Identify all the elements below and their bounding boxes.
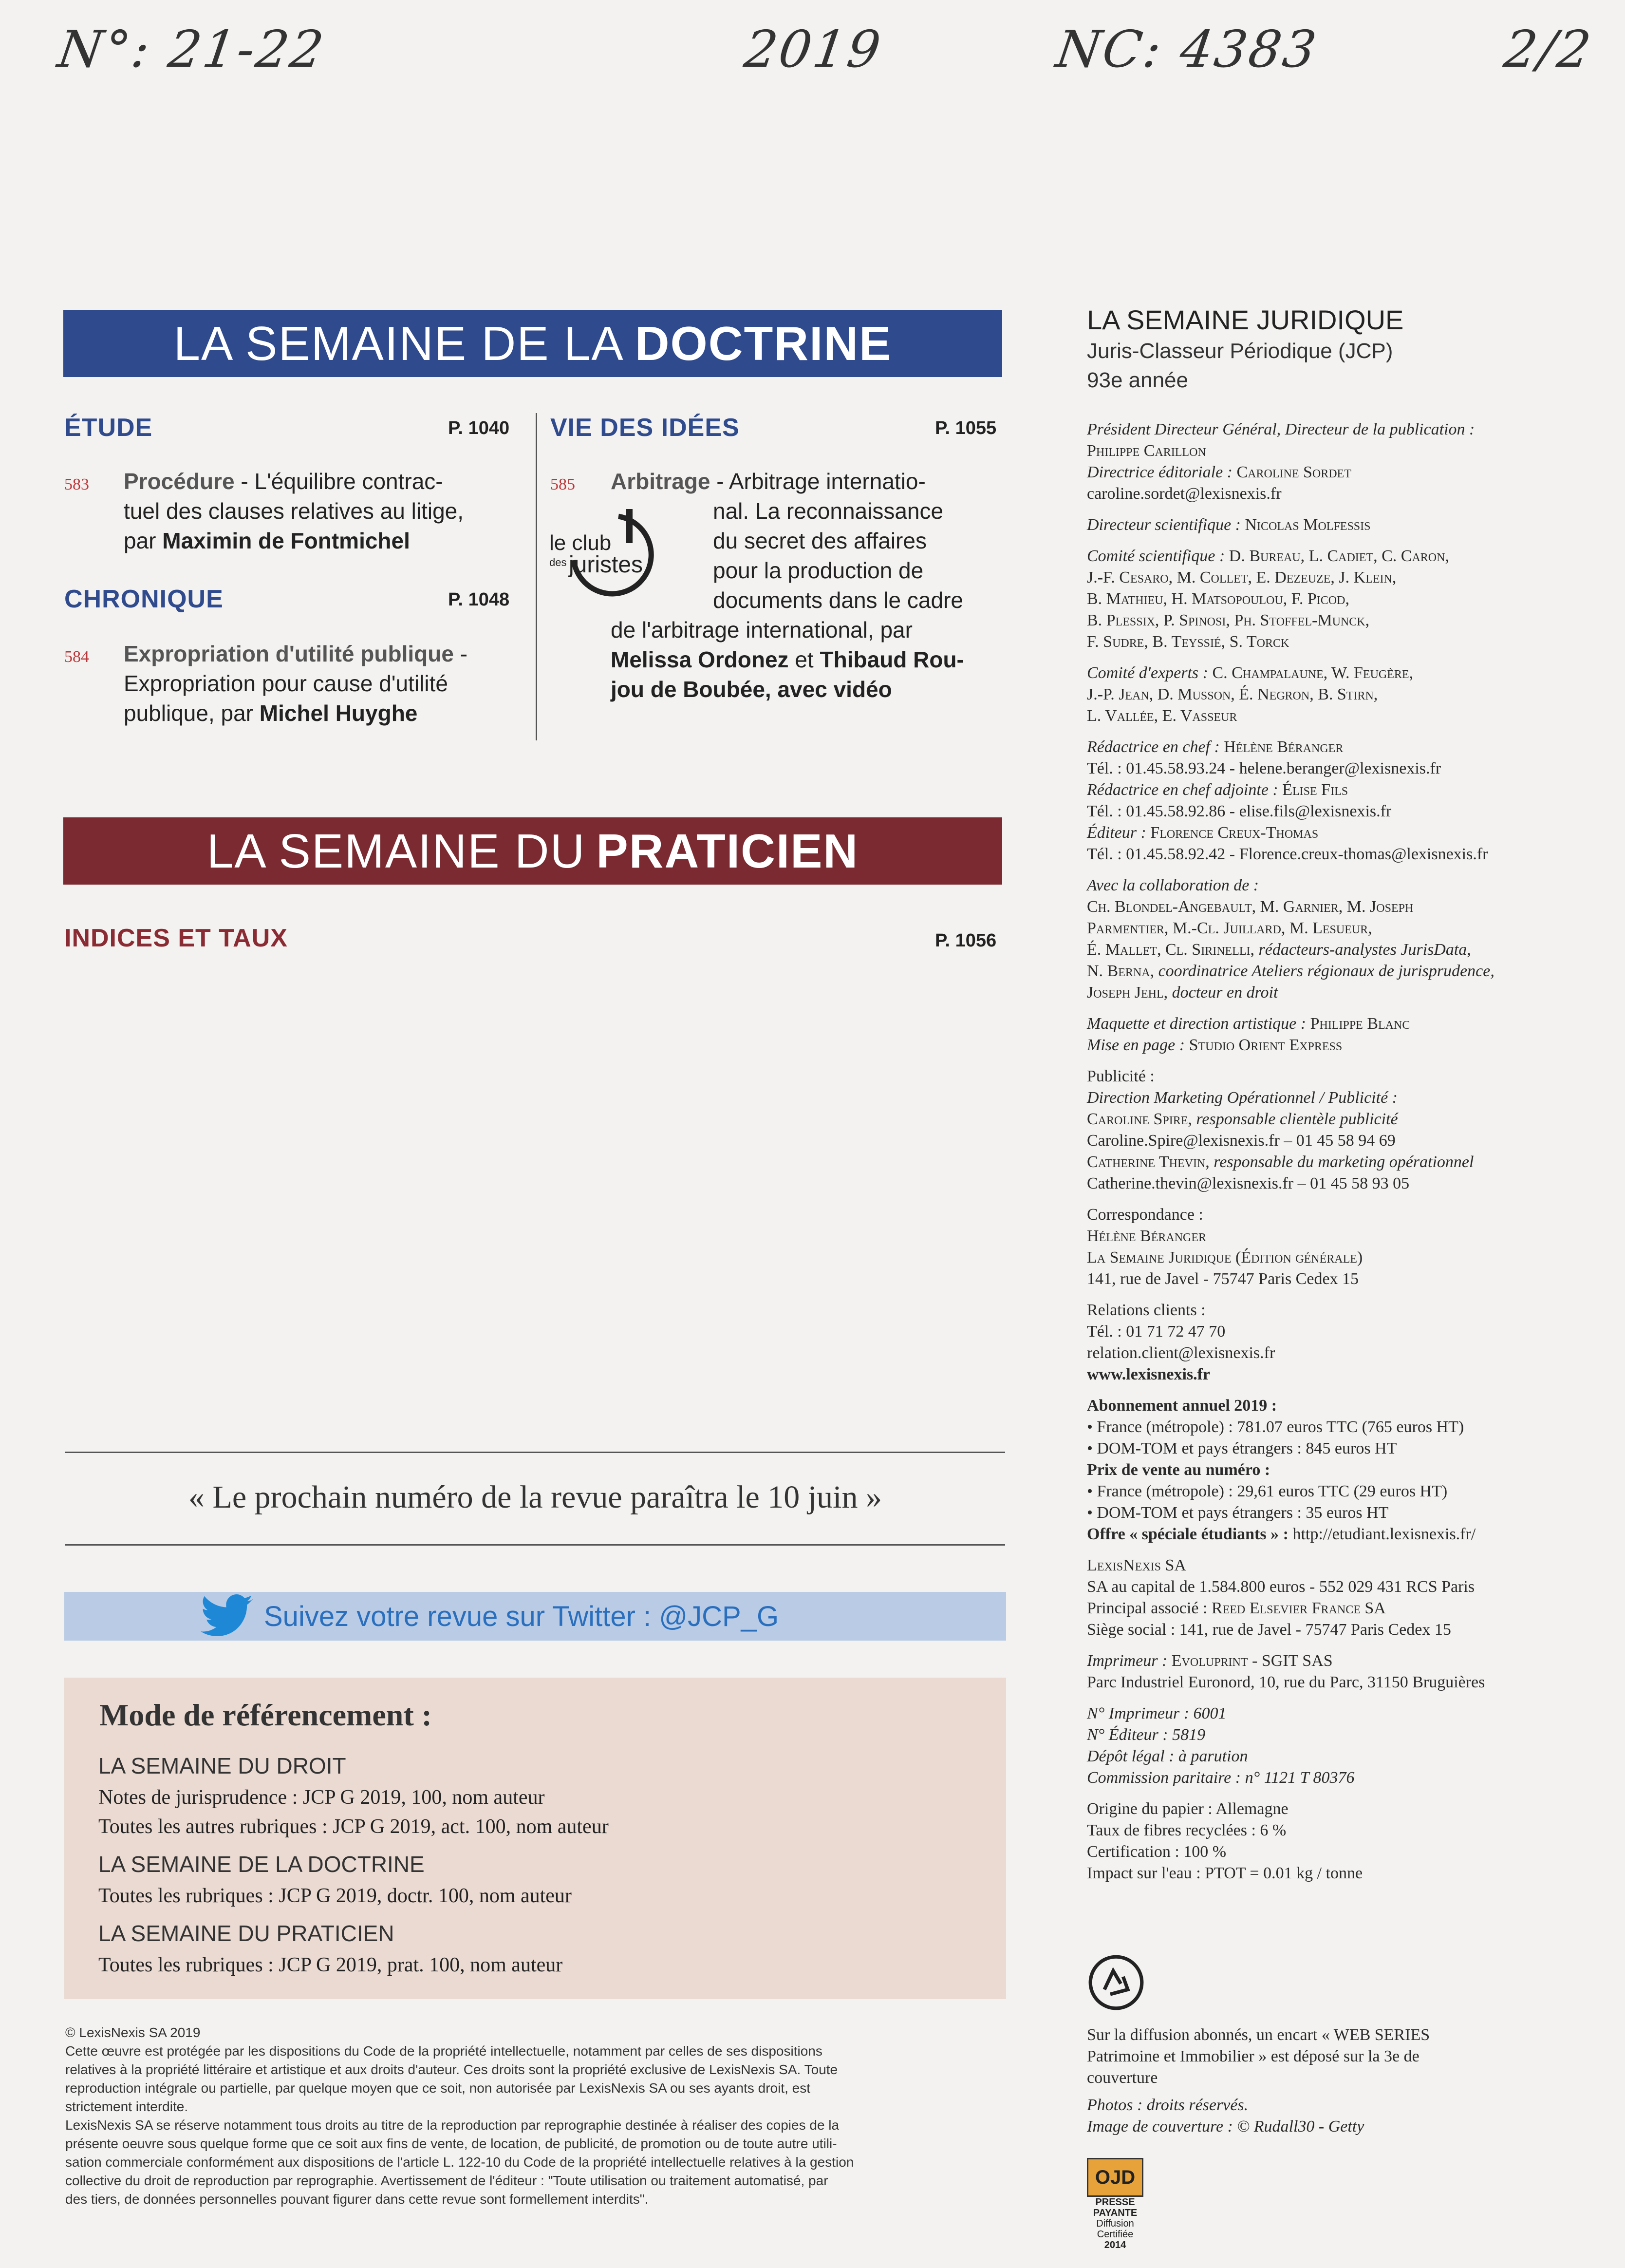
column-divider xyxy=(536,413,537,740)
chronique-author: Michel Huyghe xyxy=(259,700,418,726)
masthead-line: B. Plessix, P. Spinosi, Ph. Stoffel-Munck, xyxy=(1087,611,1370,629)
masthead-line: Certification : 100 % xyxy=(1087,1843,1227,1861)
recycling-icon xyxy=(1087,1953,1145,2012)
masthead-line: Mise en page : Studio Orient Express xyxy=(1087,1036,1343,1054)
next-issue-notice: « Le prochain numéro de la revue paraîtra le 10 juin » xyxy=(188,1479,882,1515)
vie-heading: VIE DES IDÉES xyxy=(550,414,740,442)
masthead-line: • France (métropole) : 29,61 euros TTC (29 euros HT) xyxy=(1087,1482,1448,1500)
masthead-line: La Semaine Juridique (Édition générale) xyxy=(1087,1248,1363,1266)
masthead-gap xyxy=(1087,1641,1574,1650)
praticien-banner-bold: PRATICIEN xyxy=(596,824,859,878)
vie-category: Arbitrage xyxy=(611,469,710,494)
masthead-title: LA SEMAINE JURIDIQUE xyxy=(1087,304,1404,335)
masthead-line: caroline.sordet@lexisnexis.fr xyxy=(1087,485,1282,503)
masthead-line: Catherine Thevin, responsable du marketing opérationnel xyxy=(1087,1153,1474,1171)
vie-author-1: Melissa Ordonez xyxy=(611,647,789,672)
masthead-line: • France (métropole) : 781.07 euros TTC (765 euros HT) xyxy=(1087,1418,1464,1436)
masthead-line: Origine du papier : Allemagne xyxy=(1087,1800,1289,1818)
masthead-line: Offre « spéciale étudiants » : http://etudiant.lexisnexis.fr/ xyxy=(1087,1525,1476,1543)
etude-category: Procédure xyxy=(124,469,235,494)
praticien-banner-light: LA SEMAINE DU xyxy=(206,824,586,878)
handwritten-issue-number: N°: 21-22 xyxy=(54,19,329,79)
masthead-line: Taux de fibres recyclées : 6 % xyxy=(1087,1821,1287,1839)
masthead-line: Prix de vente au numéro : xyxy=(1087,1461,1270,1479)
chronique-heading: CHRONIQUE xyxy=(64,585,224,613)
referencing-doctrine-rubriques: Toutes les rubriques : JCP G 2019, doctr. 100, nom auteur xyxy=(98,1885,572,1907)
referencing-praticien: LA SEMAINE DU PRATICIEN xyxy=(98,1921,394,1946)
diffusion-note: Sur la diffusion abonnés, un encart « WEB SERIES Patrimoine et Immobilier » est déposé sur la 3e de couverture xyxy=(1087,2026,1430,2087)
doctrine-banner-bold: DOCTRINE xyxy=(635,316,892,370)
masthead-line: Caroline.Spire@lexisnexis.fr – 01 45 58 94 69 xyxy=(1087,1132,1396,1150)
masthead-line: Rédactrice en chef : Hélène Béranger xyxy=(1087,738,1344,756)
masthead-line: Parmentier, M.-Cl. Juillard, M. Lesueur, xyxy=(1087,919,1372,937)
doctrine-banner xyxy=(63,310,1002,377)
masthead-line: N° Imprimeur : 6001 xyxy=(1087,1704,1227,1722)
masthead-line: Avec la collaboration de : xyxy=(1087,876,1259,894)
masthead-line: Tél. : 01.45.58.92.86 - elise.fils@lexisnexis.fr xyxy=(1087,802,1392,820)
photos-credit: Photos : droits réservés. xyxy=(1087,2096,1249,2114)
masthead-line: Abonnement annuel 2019 : xyxy=(1087,1397,1277,1415)
masthead-line: Maquette et direction artistique : Philippe Blanc xyxy=(1087,1015,1410,1033)
masthead-line: Joseph Jehl, docteur en droit xyxy=(1087,983,1278,1002)
copyright-notice: © LexisNexis SA 2019 Cette œuvre est protégée par les dispositions du Code de la propriété intellectuelle, notamment par celles de ses dispositions relatives à la propriété littéraire et artistique et aux droits d'auteur. Ces droits sont la propriété exclusive de LexisNexis SA. Toute reproduction intégrale ou partielle, par quelque moyen que ce soit, non autorisée par LexisNexis SA ou ses ayants droit, est strictement interdite. LexisNexis SA se réserve notamment tous droits au titre de la reproduction par reprographie destinée à réaliser des copies de la présente oeuvre sous quelque forme que ce soit aux fins de vente, de location, de publicité, de promotion ou de toute autre utili- sation commerciale conformément aux dispositions de l'article L. 122-10 du Code de la propriété intellectuelle relatives à la gestion collective du droit de reproduction par reprographie. Avertissement de l'éditeur : "Toute utilisation ou traitement automatisé, par des tiers, de données personnelles pouvant figurer dans cette revue sont formellement interdits". xyxy=(65,2025,854,2207)
twitter-text: Suivez votre revue sur Twitter : @JCP_G xyxy=(264,1600,779,1632)
etude-author: Maximin de Fontmichel xyxy=(162,528,410,553)
masthead-line: Comité d'experts : C. Champalaune, W. Feugère, xyxy=(1087,664,1414,682)
handwritten-nc-number: NC: 4383 xyxy=(1052,19,1322,79)
masthead-line: Principal associé : Reed Elsevier France SA xyxy=(1087,1599,1386,1617)
masthead-gap xyxy=(1087,505,1574,514)
ojd-logo: OJD xyxy=(1087,2158,1143,2197)
masthead-line: Comité scientifique : D. Bureau, L. Cadiet, C. Caron, xyxy=(1087,547,1449,565)
masthead-line: Philippe Carillon xyxy=(1087,442,1206,460)
club-logo-des: des xyxy=(549,556,567,568)
masthead-gap xyxy=(1087,1194,1574,1204)
referencing-box xyxy=(64,1678,1006,1999)
masthead-line: Caroline Spire, responsable clientèle publicité xyxy=(1087,1110,1398,1128)
masthead-line: N° Éditeur : 5819 xyxy=(1087,1726,1206,1744)
masthead-line: J.-P. Jean, D. Musson, É. Negron, B. Stirn, xyxy=(1087,685,1378,703)
vie-author-2: Thibaud Rou- xyxy=(820,647,964,672)
masthead-line: Directeur scientifique : Nicolas Molfessis xyxy=(1087,516,1371,534)
masthead-line: Catherine.thevin@lexisnexis.fr – 01 45 58 93 05 xyxy=(1087,1174,1410,1192)
masthead-line: • DOM-TOM et pays étrangers : 35 euros HT xyxy=(1087,1504,1389,1522)
masthead-gap xyxy=(1087,1056,1574,1066)
masthead-line: Dépôt légal : à parution xyxy=(1087,1747,1248,1765)
etude-heading: ÉTUDE xyxy=(64,414,153,442)
masthead-line: É. Mallet, Cl. Sirinelli, rédacteurs-analystes JurisData, xyxy=(1087,941,1471,959)
indices-heading: INDICES ET TAUX xyxy=(64,924,288,952)
masthead-gap xyxy=(1087,1693,1574,1703)
praticien-banner xyxy=(63,817,1002,885)
vie-number: 585 xyxy=(550,475,575,493)
referencing-droit-notes: Notes de jurisprudence : JCP G 2019, 100, nom auteur xyxy=(98,1786,545,1809)
handwritten-part: 2/2 xyxy=(1500,19,1596,79)
masthead-line: Imprimeur : Evoluprint - SGIT SAS xyxy=(1087,1652,1333,1670)
masthead-credits xyxy=(1087,419,1574,1884)
chronique-number: 584 xyxy=(64,648,89,666)
vie-page: P. 1055 xyxy=(935,418,997,438)
cover-credit: Image de couverture : © Rudall30 - Getty xyxy=(1087,2117,1364,2136)
masthead-line: L. Vallée, E. Vasseur xyxy=(1087,707,1237,725)
masthead-gap xyxy=(1087,536,1574,546)
masthead-line: J.-F. Cesaro, M. Collet, E. Dezeuze, J. Klein, xyxy=(1087,568,1397,586)
referencing-praticien-rubriques: Toutes les rubriques : JCP G 2019, prat. 100, nom auteur xyxy=(98,1954,563,1976)
notice-rule-bottom xyxy=(65,1544,1005,1546)
masthead-line: Tél. : 01.45.58.92.42 - Florence.creux-thomas@lexisnexis.fr xyxy=(1087,845,1488,863)
referencing-title: Mode de référencement : xyxy=(99,1698,432,1732)
masthead-line: Hélène Béranger xyxy=(1087,1227,1207,1245)
masthead-line: Siège social : 141, rue de Javel - 75747 Paris Cedex 15 xyxy=(1087,1621,1451,1639)
masthead-subtitle: Juris-Classeur Périodique (JCP) xyxy=(1087,339,1393,363)
ojd-badge: OJD PRESSE PAYANTE Diffusion Certifiée 2014 xyxy=(1087,2158,1143,2255)
twitter-bar[interactable] xyxy=(64,1592,1006,1641)
chronique-page: P. 1048 xyxy=(448,589,510,610)
referencing-droit: LA SEMAINE DU DROIT xyxy=(98,1753,346,1778)
indices-page: P. 1056 xyxy=(935,930,997,951)
masthead-line: Président Directeur Général, Directeur de la publication : xyxy=(1087,420,1475,438)
masthead-line: SA au capital de 1.584.800 euros - 552 029 431 RCS Paris xyxy=(1087,1578,1475,1596)
masthead-line: Direction Marketing Opérationnel / Publicité : xyxy=(1087,1089,1398,1107)
masthead-line: www.lexisnexis.fr xyxy=(1087,1365,1211,1383)
masthead-line: Relations clients : xyxy=(1087,1301,1206,1319)
masthead-line: Tél. : 01 71 72 47 70 xyxy=(1087,1323,1226,1341)
masthead-gap xyxy=(1087,865,1574,875)
masthead-gap xyxy=(1087,1003,1574,1013)
masthead-line: Commission paritaire : n° 1121 T 80376 xyxy=(1087,1769,1355,1787)
etude-article[interactable]: Procédure - L'équilibre contrac- tuel des clauses relatives au litige, par Maximin de Fontmichel xyxy=(124,469,464,553)
masthead-line: Ch. Blondel-Angebault, M. Garnier, M. Joseph xyxy=(1087,898,1414,916)
doctrine-banner-light: LA SEMAINE DE LA xyxy=(173,316,624,370)
etude-number: 583 xyxy=(64,475,89,493)
club-logo-club: club xyxy=(572,531,612,555)
masthead-line: Directrice éditoriale : Caroline Sordet xyxy=(1087,463,1351,481)
masthead-line: • DOM-TOM et pays étrangers : 845 euros HT xyxy=(1087,1439,1397,1457)
masthead-gap xyxy=(1087,1290,1574,1300)
masthead-line: Publicité : xyxy=(1087,1067,1155,1085)
chronique-article[interactable]: Expropriation d'utilité publique - Expropriation pour cause d'utilité publique, par Michel Huyghe xyxy=(124,641,468,726)
masthead-gap xyxy=(1087,653,1574,662)
masthead-line: B. Mathieu, H. Matsopoulou, F. Picod, xyxy=(1087,590,1349,608)
masthead-line: Parc Industriel Euronord, 10, rue du Parc, 31150 Bruguières xyxy=(1087,1673,1485,1691)
masthead-gap xyxy=(1087,1789,1574,1798)
masthead-line: N. Berna, coordinatrice Ateliers régionaux de jurisprudence, xyxy=(1087,962,1494,980)
masthead-gap xyxy=(1087,1545,1574,1555)
masthead-line: 141, rue de Javel - 75747 Paris Cedex 15 xyxy=(1087,1270,1359,1288)
referencing-doctrine: LA SEMAINE DE LA DOCTRINE xyxy=(98,1852,425,1877)
club-logo-le: le xyxy=(549,531,566,555)
masthead-line: Rédactrice en chef adjointe : Élise Fils xyxy=(1087,781,1348,799)
vie-article[interactable]: Arbitrage - Arbitrage internatio- nal. La reconnaissance du secret des affaires pour la production de documents dans le cadre de l'arbitrage international, par Melissa Ordonez et Thibaud Rou- jou de Boubée, avec vidéo xyxy=(611,469,964,702)
referencing-droit-autres: Toutes les autres rubriques : JCP G 2019, act. 100, nom auteur xyxy=(98,1815,609,1838)
club-logo-juristes: juristes xyxy=(569,552,643,578)
masthead-line: Impact sur l'eau : PTOT = 0.01 kg / tonne xyxy=(1087,1864,1363,1882)
masthead-gap xyxy=(1087,1385,1574,1395)
twitter-bird-icon xyxy=(201,1594,254,1638)
masthead-line: Correspondance : xyxy=(1087,1206,1203,1224)
masthead-line: relation.client@lexisnexis.fr xyxy=(1087,1344,1275,1362)
masthead-edition: 93e année xyxy=(1087,368,1188,392)
masthead-line: F. Sudre, B. Teyssié, S. Torck xyxy=(1087,633,1289,651)
handwritten-year: 2019 xyxy=(741,19,886,79)
masthead-line: Éditeur : Florence Creux-Thomas xyxy=(1087,824,1319,842)
masthead-line: Tél. : 01.45.58.93.24 - helene.beranger@lexisnexis.fr xyxy=(1087,759,1441,777)
masthead-gap xyxy=(1087,727,1574,737)
chronique-category: Expropriation d'utilité publique xyxy=(124,641,454,666)
notice-rule-top xyxy=(65,1452,1005,1453)
masthead-line: LexisNexis SA xyxy=(1087,1556,1186,1574)
etude-page: P. 1040 xyxy=(448,418,510,438)
